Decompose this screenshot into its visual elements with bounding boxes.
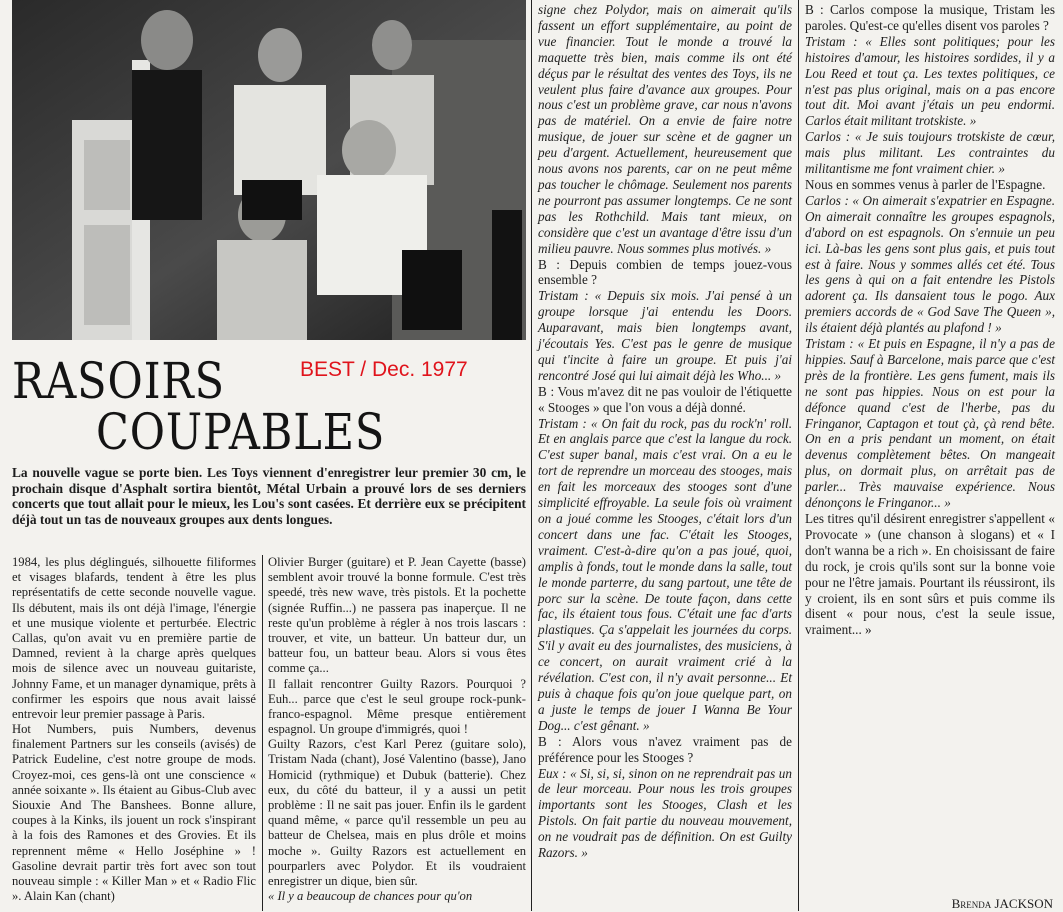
answer: Carlos : « On aimerait s'expatrier en Espagne. On aimerait connaître les groupes espagnols, d'abord on est espagnols. On s'ennuie un peu ici. Là-bas les gens sont plus gais, et puis tout est à faire. Nous y sommes allés cet été. Tous les gens à qui on a fait entendre les Pistols adorent ça. Ils dansaient tous le pogo. Aux premiers accords de « God Save The Queen », ils étaient déjà plantés au plafond ! » [805, 192, 1055, 336]
paragraph: Nous en sommes venus à parler de l'Espagne. [805, 176, 1046, 192]
paragraph: « Il y a beaucoup de chances pour qu'on [268, 889, 473, 904]
answer: Eux : « Si, si, si, sinon on ne reprendrait pas un de leur morceau. Pour nous les trois groupes importants sont les Stooges, Clash et les Pistols. On fait partie du nouveau mouvement, on ne voudrait pas de définition. On est Guilty Razors. » [538, 765, 792, 861]
answer: Tristam : « On fait du rock, pas du rock'n' roll. Et en anglais parce que c'est la langue du rock. C'est super banal, mais c'est vrai. On a eu le tort de reprendre un morceau des stooges, mais en fait les morceaux des stooges sont d'une simplicité effroyable. La seule fois où vraiment on a joué comme les Stooges, c'était lors d'un concert dans une fac. C'était les Stooges, vraiment. C'est-à-dire qu'on a pas joué, quoi, amplis à fonds, tout le monde dans la salle, tout le monde parterre, du sang partout, une tête de porc sur la scène. De toute façon, dans cette fac, ils étaient tous fous. C'était une fac d'arts plastiques. Ça s'appelait les journées du corps. S'il y avait eu des journalistes, des musiciens, à ce concert, on aurait vraiment crié à la révélation. C'est con, il n'y avait personne... Et puis à chaque fois qu'on joue quelque part, on a juste le temps de jouer I Wanna Be Your Dog... c'est gênant. » [538, 415, 792, 733]
column-rule [531, 0, 532, 911]
paragraph: Les titres qu'il désirent enregistrer s'appellent « Provocate » (une chanson à slogans) et « I don't wanna be a rich ». En choisissant de faire du rock, je crois qu'ils sont sur la bonne voie pour ne l'être jamais. Pourtant ils réussiront, ils y croient, ils en sont sûrs et puis comme ils disent « pour nous, c'est la seule issue, vraiment... » [805, 511, 1055, 638]
question: B : Depuis combien de temps jouez-vous ensemble ? [538, 256, 792, 288]
lead-paragraph: La nouvelle vague se porte bien. Les Toys viennent d'enregistrer leur premier 30 cm, le prochain disque d'Asphalt sortira bientôt, Métal Urbain a prouvé lors de ses derniers concerts que tout allait pour le mieux, les Lou's sont casées. Et derrière eux se précipitent déjà tout un tas de nouveaux groupes aux dents longues. [12, 465, 526, 527]
paragraph: 1984, les plus déglingués, silhouette filiformes et visages blafards, tendent à être les plus représentatifs de cette seconde nouvelle vague. Ils débutent, mais ils ont déjà l'image, l'énergie et une musique violente et perturbée. Electric Callas, qu'on avait vu en première partie de Damned, revient à la charge après quelques mois de silence avec un nouveau guitariste, Johnny Fame, et un manager dynamique, prêts à confirmer les espoirs que nous avait laissé entrevoir leur premier passage à Paris. [12, 555, 256, 721]
paragraph: Olivier Burger (guitare) et P. Jean Cayette (basse) semblent avoir trouvé la bonne formule. C'est très speedé, très new wave, très pistols. Et la pochette (signée Ruffin...) ne passera pas inaperçue. Il ne reste qu'un problème à régler à nos trois lascars : trouver, et vite, un batteur. Un batteur dur, un batteur fou, un batteur beau. Alors si vous êtes comme ça... [268, 555, 526, 676]
column-4 [805, 2, 1055, 638]
answer: Tristam : « Elles sont politiques; pour les histoires d'amour, les histoires sordides, il y a Lou Reed et tout ça. Les textes politiques, ce n'est pas plus original, mais on a pas encore tout dit. Moi avant j'étais un peu endormi. Carlos était militant trotskiste. » [805, 33, 1055, 129]
column-2 [268, 555, 526, 904]
headline-line-1: RASOIRS [12, 352, 225, 410]
band-photo [12, 0, 526, 340]
question: B : Alors vous n'avez vraiment pas de préférence pour les Stooges ? [538, 733, 792, 765]
paragraph: Hot Numbers, puis Numbers, devenus finalement Partners sur les conseils (avisés) de Patrick Eudeline, c'est notre groupe de mods. Croyez-moi, ces gens-là ont une conscience « année soixante ». Ils étaient au Gibus-Club avec Siouxie And The Banshees. Bonne allure, coupes à la Kinks, ils jouent un rock s'inspirant à la fois des Ramones et des Grovies. Et ils reprennent même « Hello Joséphine » ! Gasoline devrait partir très fort avec son tout nouveau simple : « Killer Man » et « Radio Flic ». Alain Kan (chant) [12, 722, 256, 904]
paragraph: Guilty Razors, c'est Karl Perez (guitare solo), Tristam Nada (chant), José Valentino (basse), Jano Homicid (rythmique) et Dubuk (batterie). Chez eux, du côté du batteur, il y a aussi un petit problème : Il ne sait pas jouer. Enfin ils le gardent quand même, « parce qu'il ressemble un peu au batteur de Chelsea, mais en plus drôle et moins moche ». Guilty Razors est actuellement en pourparlers avec Polydor. Et ils voudraient enregistrer un dique, bien sûr. [268, 737, 526, 888]
headline-line-2: COUPABLES [96, 403, 386, 461]
column-rule [798, 0, 799, 911]
source-label: BEST / Dec. 1977 [300, 358, 468, 381]
answer: Carlos : « Je suis toujours trotskiste de cœur, mais plus militant. Les contraintes du militantisme me font vraiment chier. » [805, 129, 1055, 177]
question: B : Vous m'avez dit ne pas vouloir de l'étiquette « Stooges » que l'on vous a déjà donné. [538, 383, 792, 415]
paragraph: Il fallait rencontrer Guilty Razors. Pourquoi ? Euh... parce que c'est le seul groupe rock-punk-franco-espagnol. Même presque entièrement espagnol. Un groupe d'immigrés, quoi ! [268, 676, 526, 737]
question: B : Carlos compose la musique, Tristam les paroles. Qu'est-ce qu'elles disent vos paroles ? [805, 2, 1055, 33]
author-signature: Brenda JACKSON [951, 896, 1053, 911]
column-3 [538, 2, 792, 861]
column-1 [12, 555, 256, 904]
answer: Tristam : « Et puis en Espagne, il n'y a pas de hippies. Sauf à Barcelone, mais parce que c'est près de la frontière. Les gens fument, mais ils ne sont pas hippies. Nous on est pour la défonce quand c'est de l'herbe, pas du Fringanor, Captagon et tout çà, çà rend bête. On en a pris pendant un moment, on était devenus complètement bêtes. On mangeait plus, on dormait plus, on arrêtait pas de parler... Très mauvaise expérience. Nous dénonçons le Fringanor... » [805, 336, 1055, 511]
paragraph: signe chez Polydor, mais on aimerait qu'ils fassent un effort supplémentaire, au point de vue financier. Tout le monde a trouvé la maquette très bien, mais comme ils ont été déçus par le résultat des ventes des Toys, ils ne veulent plus faire d'avance aux groupes. Pour nous c'est un problème grave, car nous n'avons pas de matériel. On a envie de faire notre musique, de jouer sur scène et de gagner un peu d'argent. Actuellement, heureusement que nous avons nos parents, car on ne peut même pas toucher le chômage. Seulement nos parents ne pourront pas assumer longtemps. Ce ne sont pas les Rothchild. Mais tant mieux, on considère que c'est un avantage d'être issu d'un milieu pauvre. Nous sommes plus motivés. » [538, 2, 792, 256]
answer: Tristam : « Depuis six mois. J'ai pensé à un groupe lorsque j'ai entendu les Doors. Auparavant, mais bien longtemps avant, j'écoutais Yes. C'est pas le genre de musique qui t'incite à faire un groupe. Et puis j'ai rencontré José qui lui aimait déjà les Who... » [538, 288, 792, 383]
column-rule [262, 555, 263, 911]
